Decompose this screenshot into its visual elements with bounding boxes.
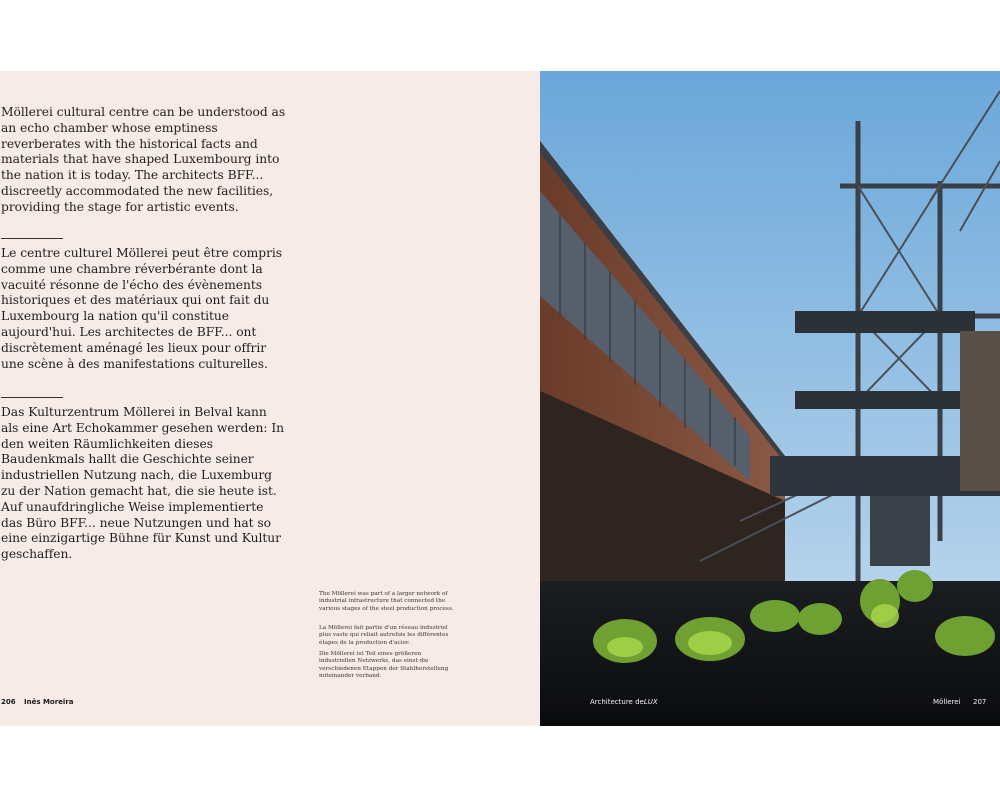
french-paragraph: Le centre culturel Möllerei peut être compris comme une chambre réverbérante dont la vacuité résonne de l'écho des évènements historiques et des matériaux qui ont fait du Luxembourg la nation qu'il constitue aujourd'hui. Les architectes de BFF... ont discrètement aménagé les lieux pour offrir une scène à des manifestations culturelles. (1, 246, 283, 371)
caption-german: Die Möllerei ist Teil eines größeren industriellen Netzwerks, das einst die verschiedenen Etappen der Stahlherstellung miteinander verband. (319, 651, 449, 680)
magazine-spread (0, 71, 1000, 726)
photo-page (540, 71, 1000, 726)
english-paragraph: Möllerei cultural centre can be understood as an echo chamber whose emptiness reverberates with the historical facts and materials that have shaped Luxembourg into the nation it is today. The architects BFF... discreetly accommodated the new facilities, providing the stage for artistic events. (1, 105, 286, 214)
german-paragraph: Das Kulturzentrum Möllerei in Belval kann als eine Art Echokammer gesehen werden: In den weiten Räumlichkeiten dieses Baudenkmals hallt die Geschichte seiner industriellen Nutzung nach, die Luxemburg zu der Nation gemacht hat, die sie heute ist. Auf unaufdringliche Weise implementierte das Büro BFF... neue Nutzungen und hat so eine einzigartige Bühne für Kunst und Kultur geschaffen. (1, 405, 285, 562)
page-number-right: 207 (973, 698, 987, 706)
divider-rule (1, 397, 63, 398)
section-name: Möllerei (933, 698, 961, 706)
magazine-title: Architecture deLUX (590, 698, 658, 706)
page-number-left: 206 (1, 698, 16, 706)
industrial-building-photo (540, 71, 1000, 726)
caption-english: The Möllerei was part of a larger network of industrial infrastructure that connected the various stages of the steel production process. (319, 591, 454, 612)
divider-rule (1, 238, 63, 239)
left-page (0, 71, 540, 726)
caption-french: La Möllerei fait partie d'un réseau industriel plus vaste qui reliait autrefois les différentes étapes de la production d'acier. (319, 625, 449, 646)
author-name: Inês Moreira (24, 698, 74, 706)
